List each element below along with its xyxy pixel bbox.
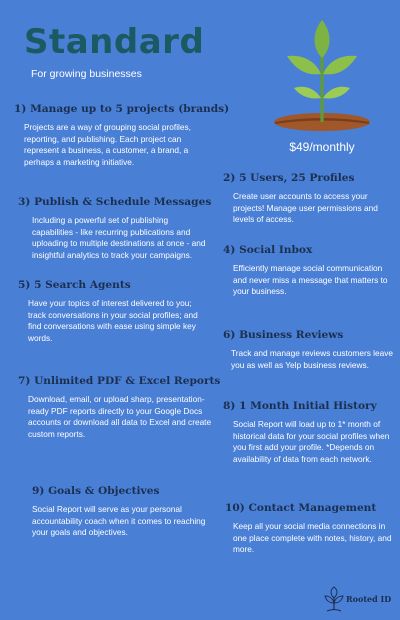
feature-title: 9) Goals & Objectives <box>32 485 160 497</box>
feature-text: Have your topics of interest delivered to you; track conversations in your social profiles; and find conversations with ease using simple key words. <box>28 298 198 343</box>
feature-text: Create user accounts to access your projects! Manage user permissions and levels of access. <box>233 191 378 224</box>
feature-2 <box>223 172 393 226</box>
feature-title: 5) 5 Search Agents <box>18 279 131 291</box>
feature-7 <box>18 375 221 440</box>
price-label: $49/monthly <box>289 140 355 154</box>
feature-1 <box>14 103 230 168</box>
feature-text: Social Report will serve as your personal accountability coach when it comes to reaching your goals and objectives. <box>32 504 206 537</box>
feature-title: 1) Manage up to 5 projects (brands) <box>14 103 230 115</box>
feature-text: Keep all your social media connections in one place complete with notes, history, and more. <box>233 521 392 554</box>
feature-text: Including a powerful set of publishing capabilities - like recurring publications and uploading to multiple destinations at once - and insightful analytics to track your campaigns. <box>32 215 206 260</box>
feature-title: 7) Unlimited PDF & Excel Reports <box>18 375 221 387</box>
feature-text: Download, email, or upload sharp, presentation-ready PDF reports directly to your Google Docs accounts or download all data to Excel and create custom reports. <box>28 394 212 439</box>
page-title: Standard <box>24 22 205 62</box>
feature-title: 8) 1 Month Initial History <box>223 400 377 412</box>
logo-text: Rooted ID <box>346 594 392 604</box>
feature-title: 10) Contact Management <box>225 502 377 514</box>
feature-9 <box>32 485 212 539</box>
feature-title: 2) 5 Users, 25 Profiles <box>223 172 355 184</box>
plant-icon <box>272 18 372 133</box>
feature-5 <box>18 279 208 344</box>
feature-3 <box>18 196 212 261</box>
feature-text: Track and manage reviews customers leave you as well as Yelp business reviews. <box>231 348 394 370</box>
feature-8 <box>223 400 393 465</box>
feature-text: Social Report will load up to 1* month of historical data for your social profiles when you first add your profile. *Depends on availability of data from each network. <box>233 419 390 464</box>
feature-title: 4) Social Inbox <box>223 244 313 256</box>
feature-text: Efficiently manage social communication and never miss a message that matters to your business. <box>233 263 388 296</box>
feature-10 <box>225 502 395 556</box>
page-subtitle: For growing businesses <box>31 68 142 80</box>
feature-title: 6) Business Reviews <box>223 329 344 341</box>
feature-title: 3) Publish & Schedule Messages <box>18 196 212 208</box>
feature-4 <box>223 244 393 298</box>
feature-text: Projects are a way of grouping social profiles, reporting, and publishing. Each project can represent a business, a customer, a brand, a perhaps a marketing initiative. <box>24 122 191 167</box>
feature-6 <box>223 329 393 371</box>
